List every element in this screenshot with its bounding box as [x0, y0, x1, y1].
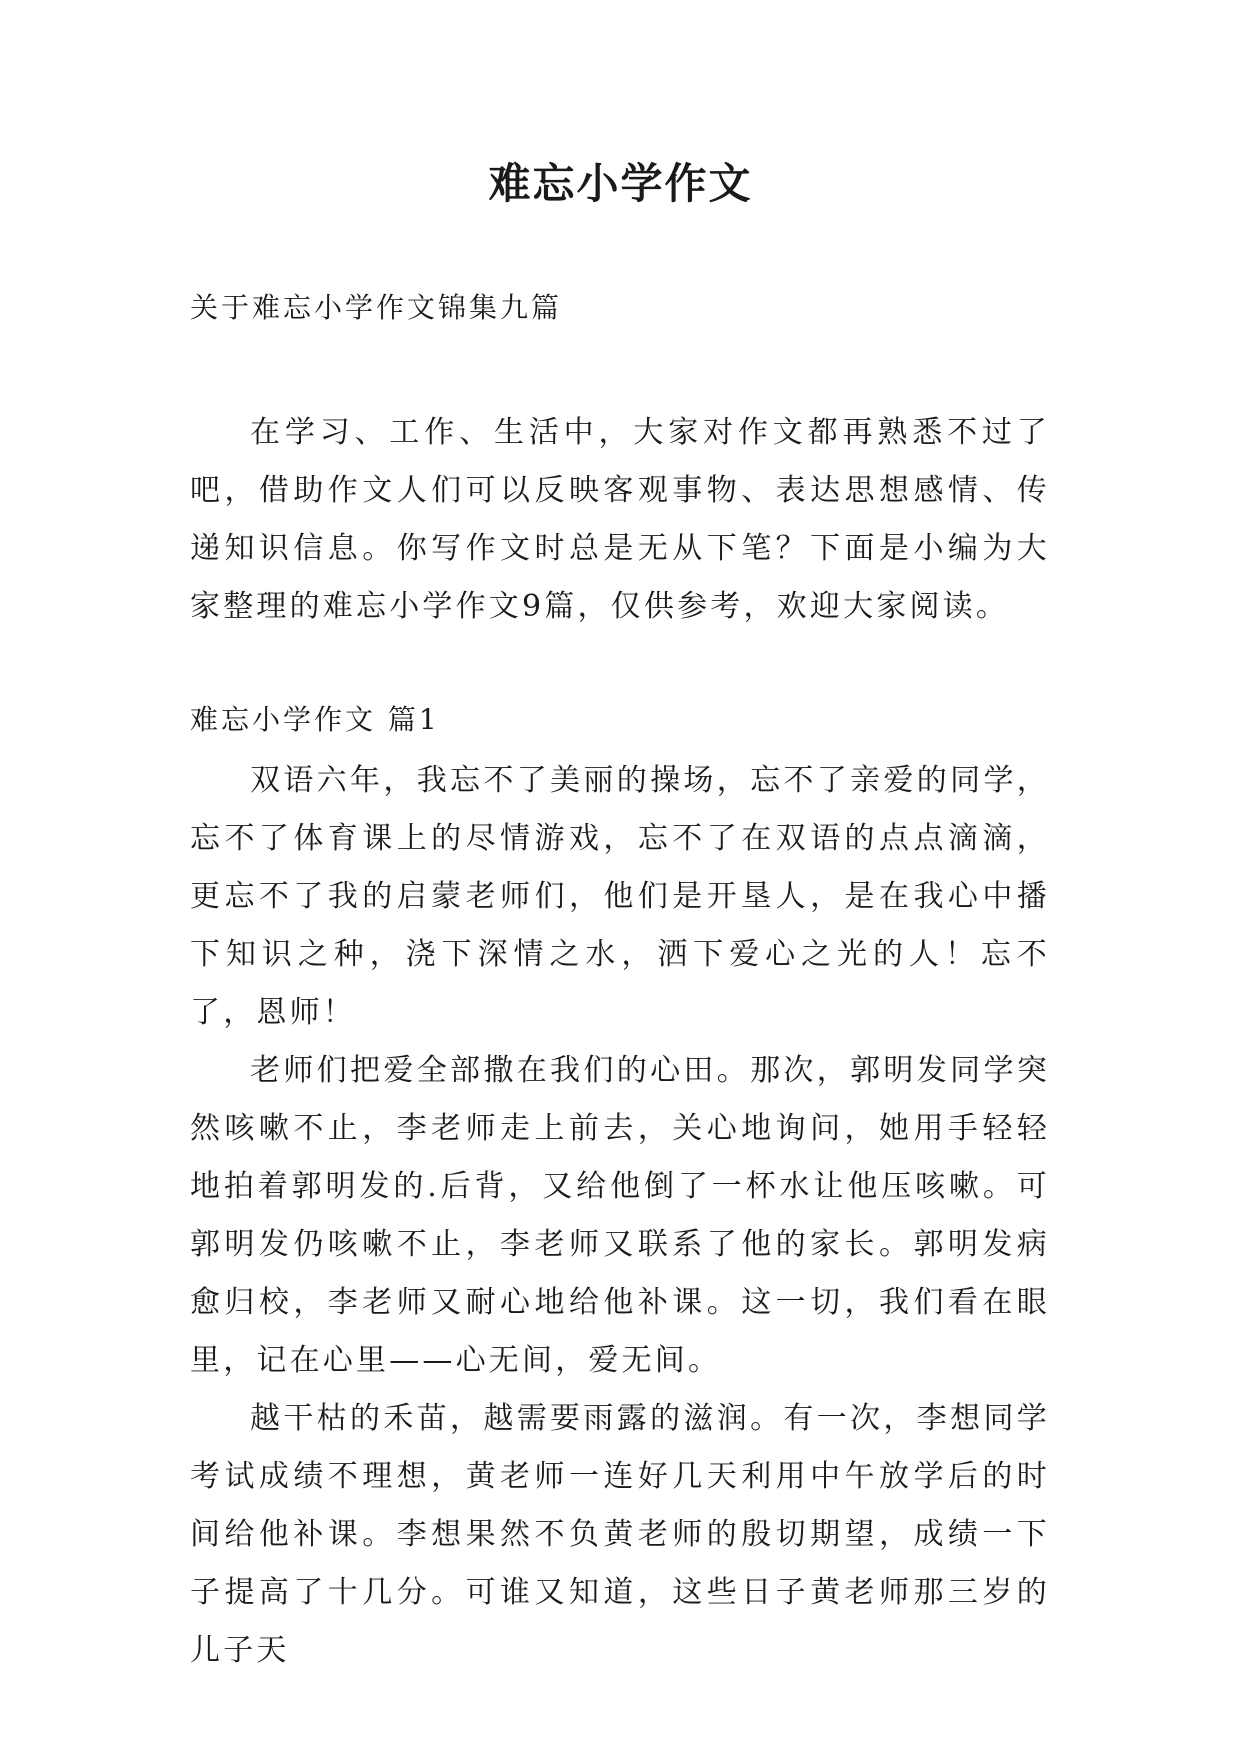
document-title: 难忘小学作文 [488, 159, 753, 208]
intro-block [190, 404, 1050, 636]
section-heading: 难忘小学作文 篇1 [190, 703, 440, 736]
document-subtitle: 关于难忘小学作文锦集九篇 [190, 291, 563, 324]
body-paragraph: 越干枯的禾苗，越需要雨露的滋润。有一次，李想同学考试成绩不理想，黄老师一连好几天利用中午放学后的时间给他补课。李想果然不负黄老师的殷切期望，成绩一下子提高了十几分。可谁又知道，这些日子黄老师那三岁的儿子天 [190, 1401, 1050, 1668]
body-paragraph: 双语六年，我忘不了美丽的操场，忘不了亲爱的同学，忘不了体育课上的尽情游戏，忘不了在双语的点点滴滴，更忘不了我的启蒙老师们，他们是开垦人，是在我心中播下知识之种，浇下深情之水，洒下爱心之光的人！忘不了，恩师！ [190, 763, 1050, 1030]
body-paragraph: 老师们把爱全部撒在我们的心田。那次，郭明发同学突然咳嗽不止，李老师走上前去，关心地询问，她用手轻轻地拍着郭明发的.后背，又给他倒了一杯水让他压咳嗽。可郭明发仍咳嗽不止，李老师又联系了他的家长。郭明发病愈归校，李老师又耐心地给他补课。这一切，我们看在眼里，记在心里——心无间，爱无间。 [190, 1053, 1050, 1378]
section-body [190, 752, 1050, 1680]
intro-paragraph: 在学习、工作、生活中，大家对作文都再熟悉不过了吧，借助作文人们可以反映客观事物、表达思想感情、传递知识信息。你写作文时总是无从下笔？下面是小编为大家整理的难忘小学作文9篇，仅供参考，欢迎大家阅读。 [190, 415, 1050, 624]
